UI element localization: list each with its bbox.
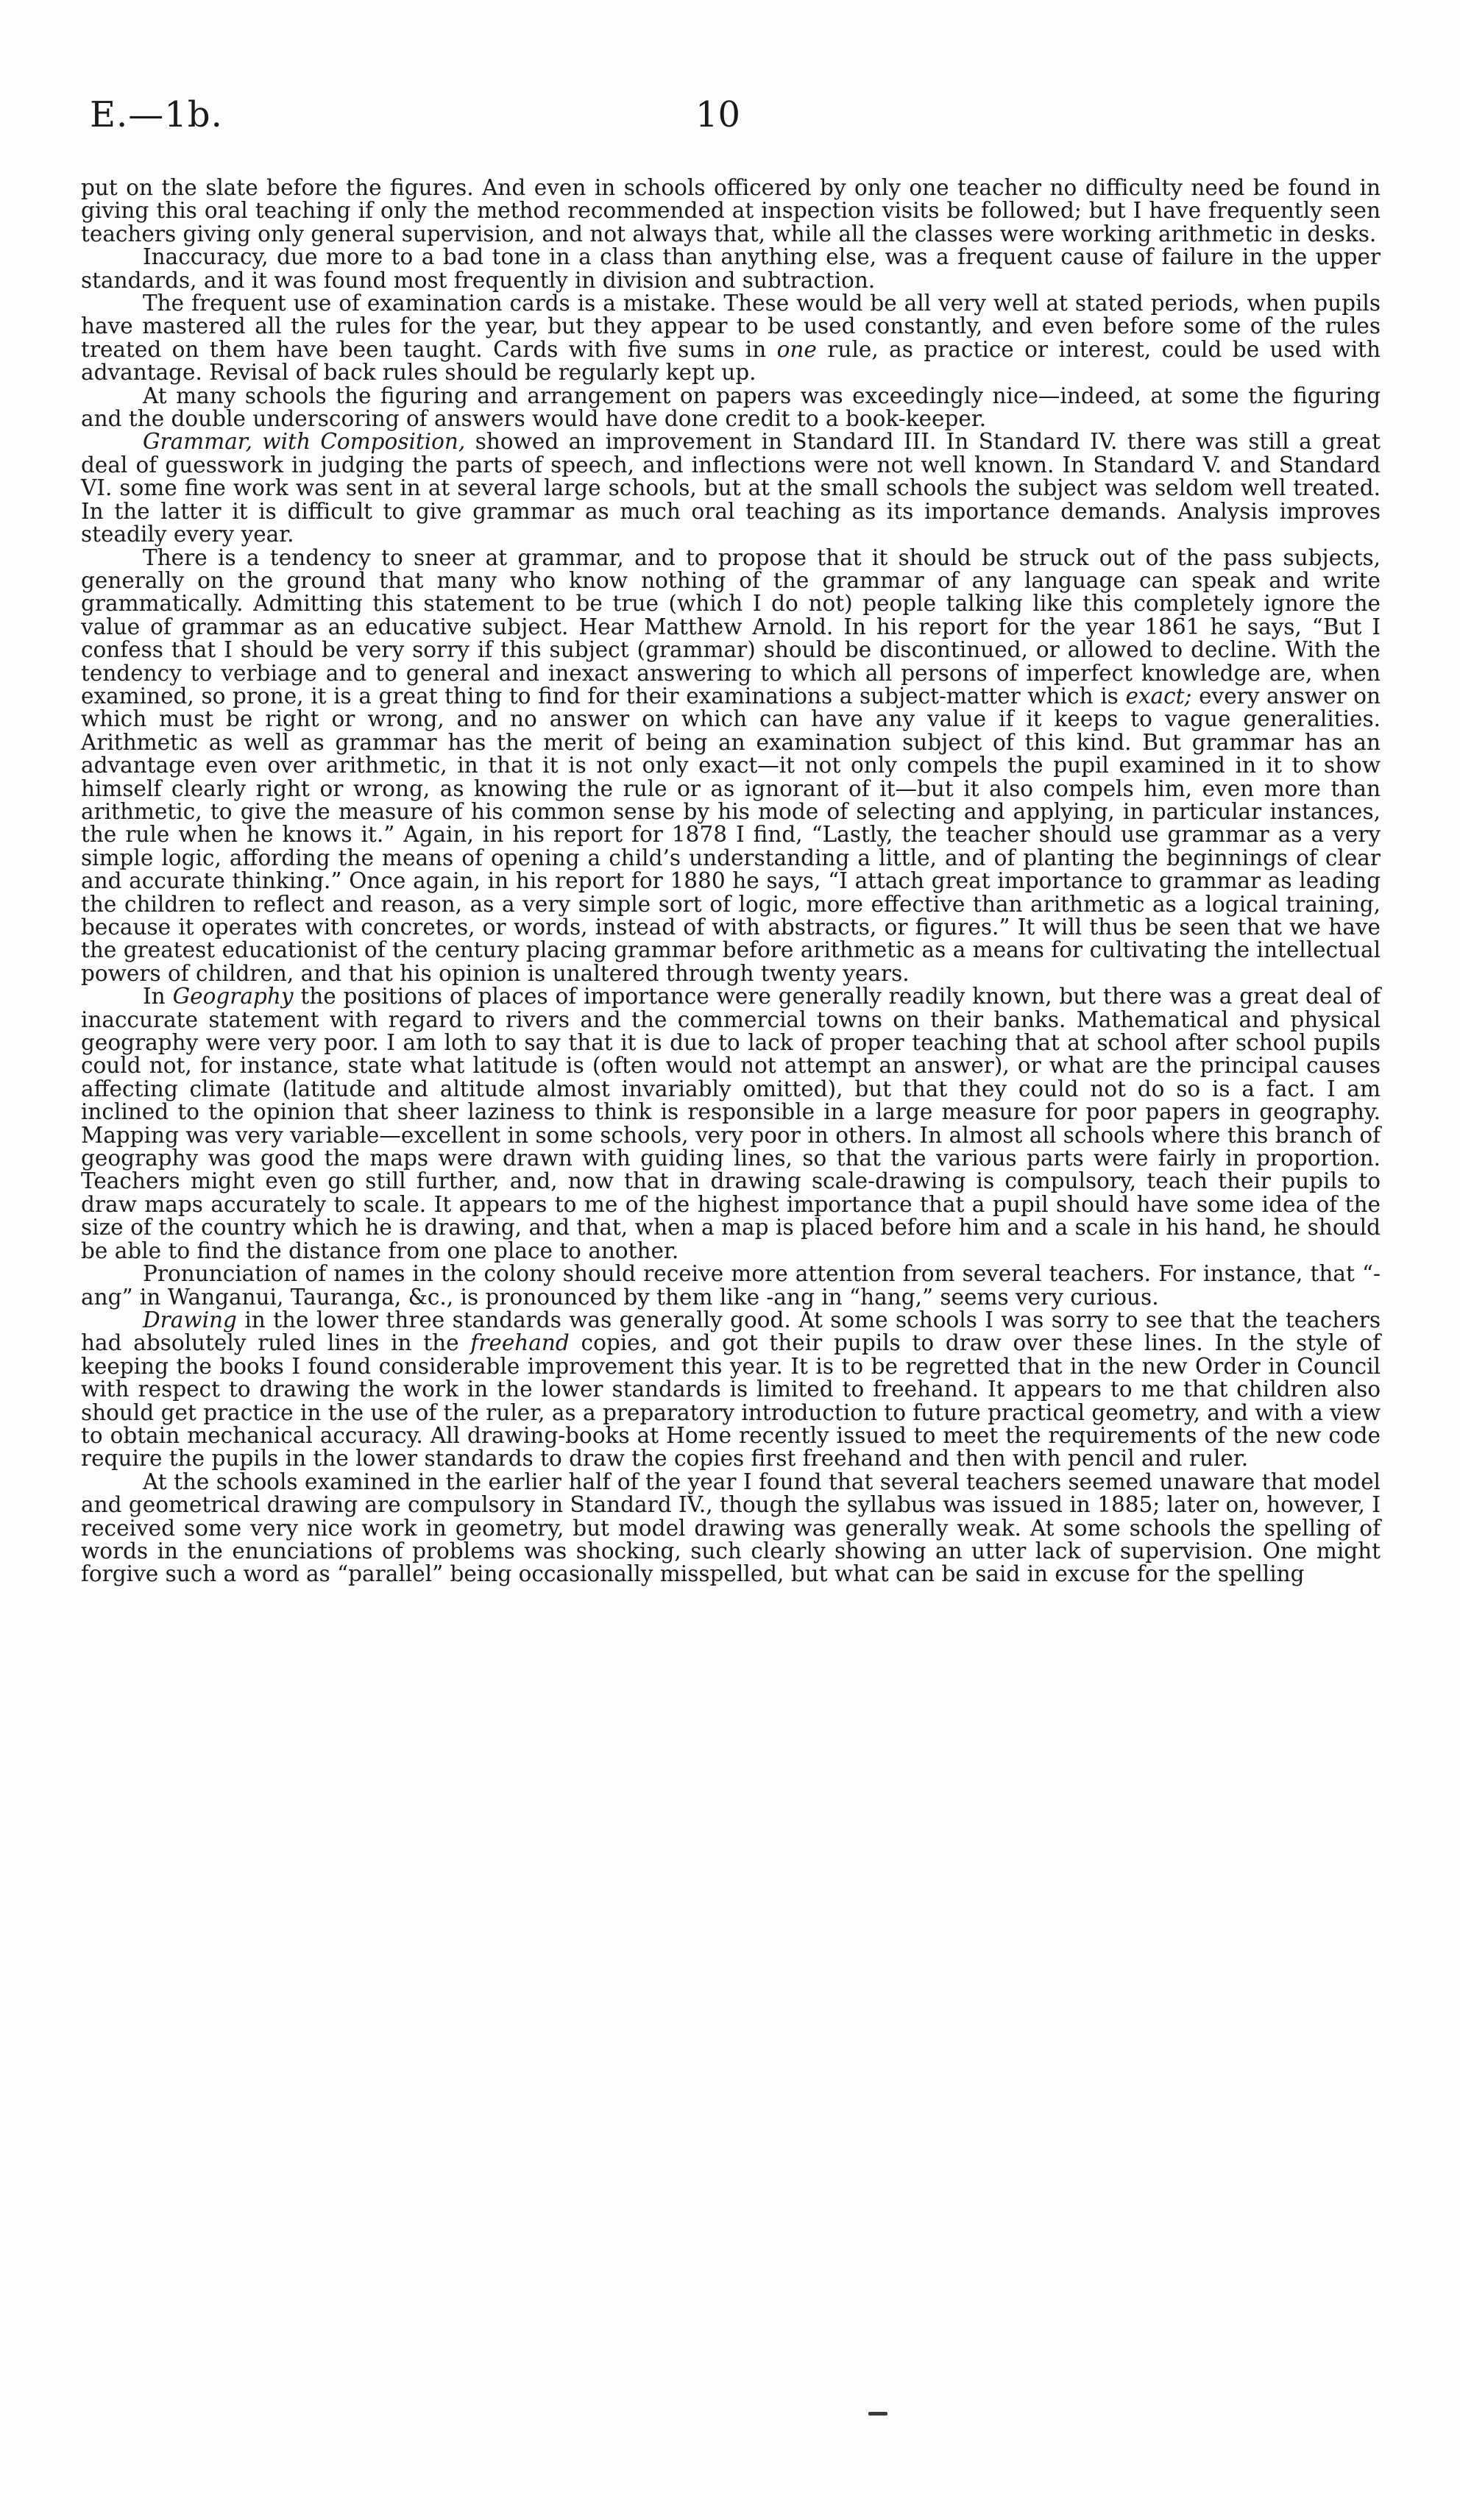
page-number: 10 [695, 94, 741, 135]
paragraph-grammar-arnold: There is a tendency to sneer at grammar, and to propose that it should be struck out of the pass subjects, generally on the ground that many who know nothing of the grammar of any language can speak and write grammatically. Admitting this statement to be true (which I do not) people talking like this completely ignore the value of grammar as an educative subject. Hear Matthew Arnold. In his report for the year 1861 he says, “But I confess that I should be very sorry if this subject (grammar) should be discontinued, or allowed to decline. With the tendency to verbiage and to general and inexact answering to which all persons of imperfect knowledge are, when examined, so prone, it is a great thing to find for their examinations a subject-matter which is exact; every answer on which must be right or wrong, and no answer on which can have any value if it keeps to vague generalities. Arithmetic as well as grammar has the merit of being an examination subject of this kind. But grammar has an advantage even over arithmetic, in that it is not only exact—it not only compels the pupil examined in it to show himself clearly right or wrong, as knowing the rule or as ignorant of it—but it also compels him, even more than arithmetic, to give the measure of his common sense by his mode of selecting and applying, in particular instances, the rule when he knows it.” Again, in his report for 1878 I find, “Lastly, the teacher should use grammar as a very simple logic, affording the means of opening a child’s understanding a little, and of planting the beginnings of clear and accurate thinking.” Once again, in his report for 1880 he says, “I attach great importance to grammar as leading the children to reflect and reason, as a very simple sort of logic, more effective than arithmetic as a logical training, because it operates with concretes, or words, instead of with abstracts, or figures.” It will thus be seen that we have the greatest educationist of the century placing grammar before arithmetic as a means for cultivating the intellectual powers of children, and that his opinion is unaltered through twenty years. [81, 544, 1381, 986]
paragraph-grammar: Grammar, with Composition, showed an improvement in Standard III. In Standard IV. there was still a great deal of guesswork in judging the parts of speech, and inflections were not well known. In Standard V. and Standard VI. some fine work was sent in at several large schools, but at the small schools the subject was seldom well treated. In the latter it is difficult to give grammar as much oral teaching as its importance demands. Analysis improves steadily every year. [81, 429, 1381, 547]
paragraph-geometrical-drawing: At the schools examined in the earlier half of the year I found that several teachers seemed unaware that model and geometrical drawing are compulsory in Standard IV., though the syllabus was issued in 1885; later on, however, I received some very nice work in geometry, but model drawing was generally weak. At some schools the spelling of words in the enunciations of problems was shocking, such clearly showing an utter lack of supervision. One might forgive such a word as “parallel” being occasionally misspelled, but what can be said in excuse for the spelling [81, 1469, 1381, 1587]
paragraph-pronunciation: Pronunciation of names in the colony should receive more attention from several teachers. For instance, that “-ang” in Wanganui, Tauranga, &c., is pronounced by them like -ang in “hang,” seems very curious. [81, 1261, 1381, 1310]
body-text [81, 177, 1381, 1586]
paragraph-examination-cards: The frequent use of examination cards is a mistake. These would be all very well at stated periods, when pupils have mastered all the rules for the year, but they appear to be used constantly, and even before some of the rules treated on them have been taught. Cards with five sums in one rule, as practice or interest, could be used with advantage. Revisal of back rules should be regularly kept up. [81, 291, 1381, 386]
paragraph-inaccuracy: Inaccuracy, due more to a bad tone in a class than anything else, was a frequent cause of failure in the upper standards, and it was found most frequently in division and subtraction. [81, 244, 1381, 293]
document-reference: E.—1b. [90, 94, 223, 135]
paragraph-figuring: At many schools the figuring and arrangement on papers was exceedingly nice—indeed, at some the figuring and the double underscoring of answers would have done credit to a book-keeper. [81, 383, 1381, 432]
paragraph-arithmetic-oral: put on the slate before the figures. And even in schools officered by only one teacher no difficulty need be found in giving this oral teaching if only the method recommended at inspection visits be followed; but I have frequently seen teachers giving only general supervision, and not always that, while all the classes were working arithmetic in desks. [81, 175, 1381, 246]
paragraph-drawing: Drawing in the lower three standards was generally good. At some schools I was sorry to see that the teachers had absolutely ruled lines in the freehand copies, and got their pupils to draw over these lines. In the style of keeping the books I found considerable improvement this year. It is to be regretted that in the new Order in Council with respect to drawing the work in the lower standards is limited to freehand. It appears to me that children also should get practice in the use of the ruler, as a preparatory introduction to future practical geometry, and with a view to obtain mechanical accuracy. All drawing-books at Home recently issued to meet the requirements of the new code require the pupils in the lower standards to draw the copies first freehand and then with pencil and ruler. [81, 1307, 1381, 1472]
print-mark [868, 2412, 887, 2416]
paragraph-geography: In Geography the positions of places of importance were generally readily known, but there was a great deal of inaccurate statement with regard to rivers and the commercial towns on their banks. Mathematical and physical geography were very poor. I am loth to say that it is due to lack of proper teaching that at school after school pupils could not, for instance, state what latitude is (often would not attempt an answer), or what are the principal causes affecting climate (latitude and altitude almost invariably omitted), but that they could not do so is a fact. I am inclined to the opinion that sheer laziness to think is responsible in a large measure for poor papers in geography. Mapping was very variable—excellent in some schools, very poor in others. In almost all schools where this branch of geography was good the maps were drawn with guiding lines, so that the various parts were fairly in proportion. Teachers might even go still further, and, now that in drawing scale-drawing is compulsory, teach their pupils to draw maps accurately to scale. It appears to me of the highest importance that a pupil should have some idea of the size of the country which he is drawing, and that, when a map is placed before him and a scale in his hand, he should be able to find the distance from one place to another. [81, 984, 1381, 1263]
